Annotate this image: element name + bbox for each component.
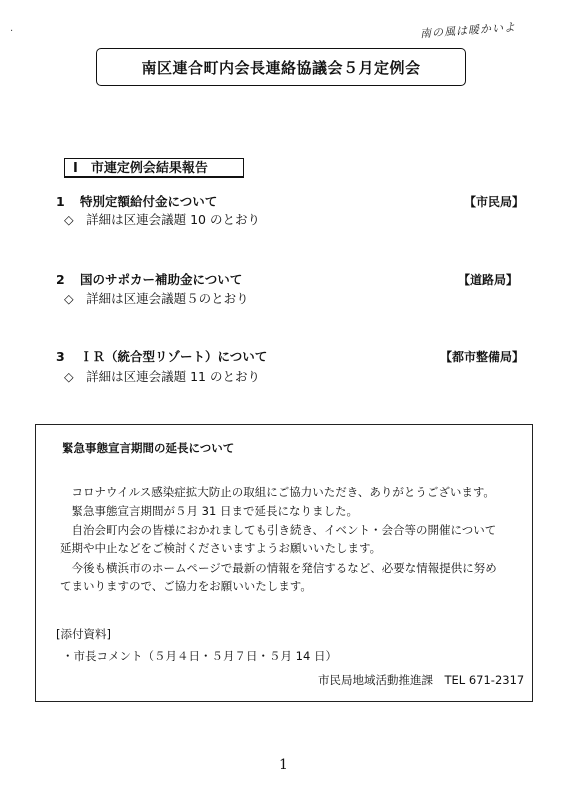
- agenda-item-3-detail: ◇ 詳細は区連会議題 11 のとおり: [64, 369, 260, 384]
- notice-title: 緊急事態宣言期間の延長について: [62, 441, 235, 455]
- agenda-item-1-detail: ◇ 詳細は区連会議題 10 のとおり: [64, 212, 260, 227]
- agenda-item-number: 1: [56, 194, 65, 209]
- agenda-item-2-department: 【道路局】: [458, 273, 519, 287]
- agenda-item-number: 3: [56, 349, 65, 364]
- page-number: 1: [279, 757, 288, 773]
- notice-paragraph-4: 今後も横浜市のホームページで最新の情報を発信するなど、必要な情報提供に努めてまいりますので、ご協力をお願いいたします。: [60, 561, 497, 593]
- notice-paragraph-3: 自治会町内会の皆様におかれましても引き続き、イベント・会合等の開催について延期や中止などをご検討くださいますようお願いいたします。: [60, 523, 497, 555]
- section-heading: [64, 158, 244, 178]
- agenda-item-label: 国のサポカー補助金について: [80, 272, 243, 287]
- agenda-item-1-department: 【市民局】: [464, 195, 525, 209]
- agenda-item-label: 特別定額給付金について: [80, 194, 218, 209]
- agenda-item-3-department: 【都市整備局】: [440, 350, 525, 364]
- notice-paragraph-1: コロナウイルス感染症拡大防止の取組にご協力いただき、ありがとうございます。: [71, 485, 495, 499]
- agenda-item-1-title: [56, 192, 217, 210]
- section-heading-text: Ⅰ 市連定例会結果報告: [73, 161, 208, 176]
- notice-paragraph-2: 緊急事態宣言期間が５月 31 日まで延長になりました。: [71, 504, 358, 518]
- document-title: [96, 48, 466, 86]
- document-title-text: 南区連合町内会長連絡協議会５月定例会: [141, 58, 421, 77]
- agenda-item-2-title: [56, 270, 242, 288]
- agenda-item-number: 2: [56, 272, 65, 287]
- attachment-item: ・市長コメント（５月４日・５月７日・５月 14 日）: [62, 649, 337, 663]
- agenda-item-label: ＩＲ（統合型リゾート）について: [80, 349, 268, 364]
- agenda-item-3-title: [56, 347, 267, 365]
- scan-mark: ·: [10, 26, 14, 37]
- contact-info: 市民局地域活動推進課 TEL 671-2317: [318, 673, 525, 687]
- attachment-label: [添付資料]: [56, 627, 111, 641]
- handwritten-note: 南の風は暖かいよ: [419, 20, 517, 41]
- agenda-item-2-detail: ◇ 詳細は区連会議題５のとおり: [64, 291, 249, 306]
